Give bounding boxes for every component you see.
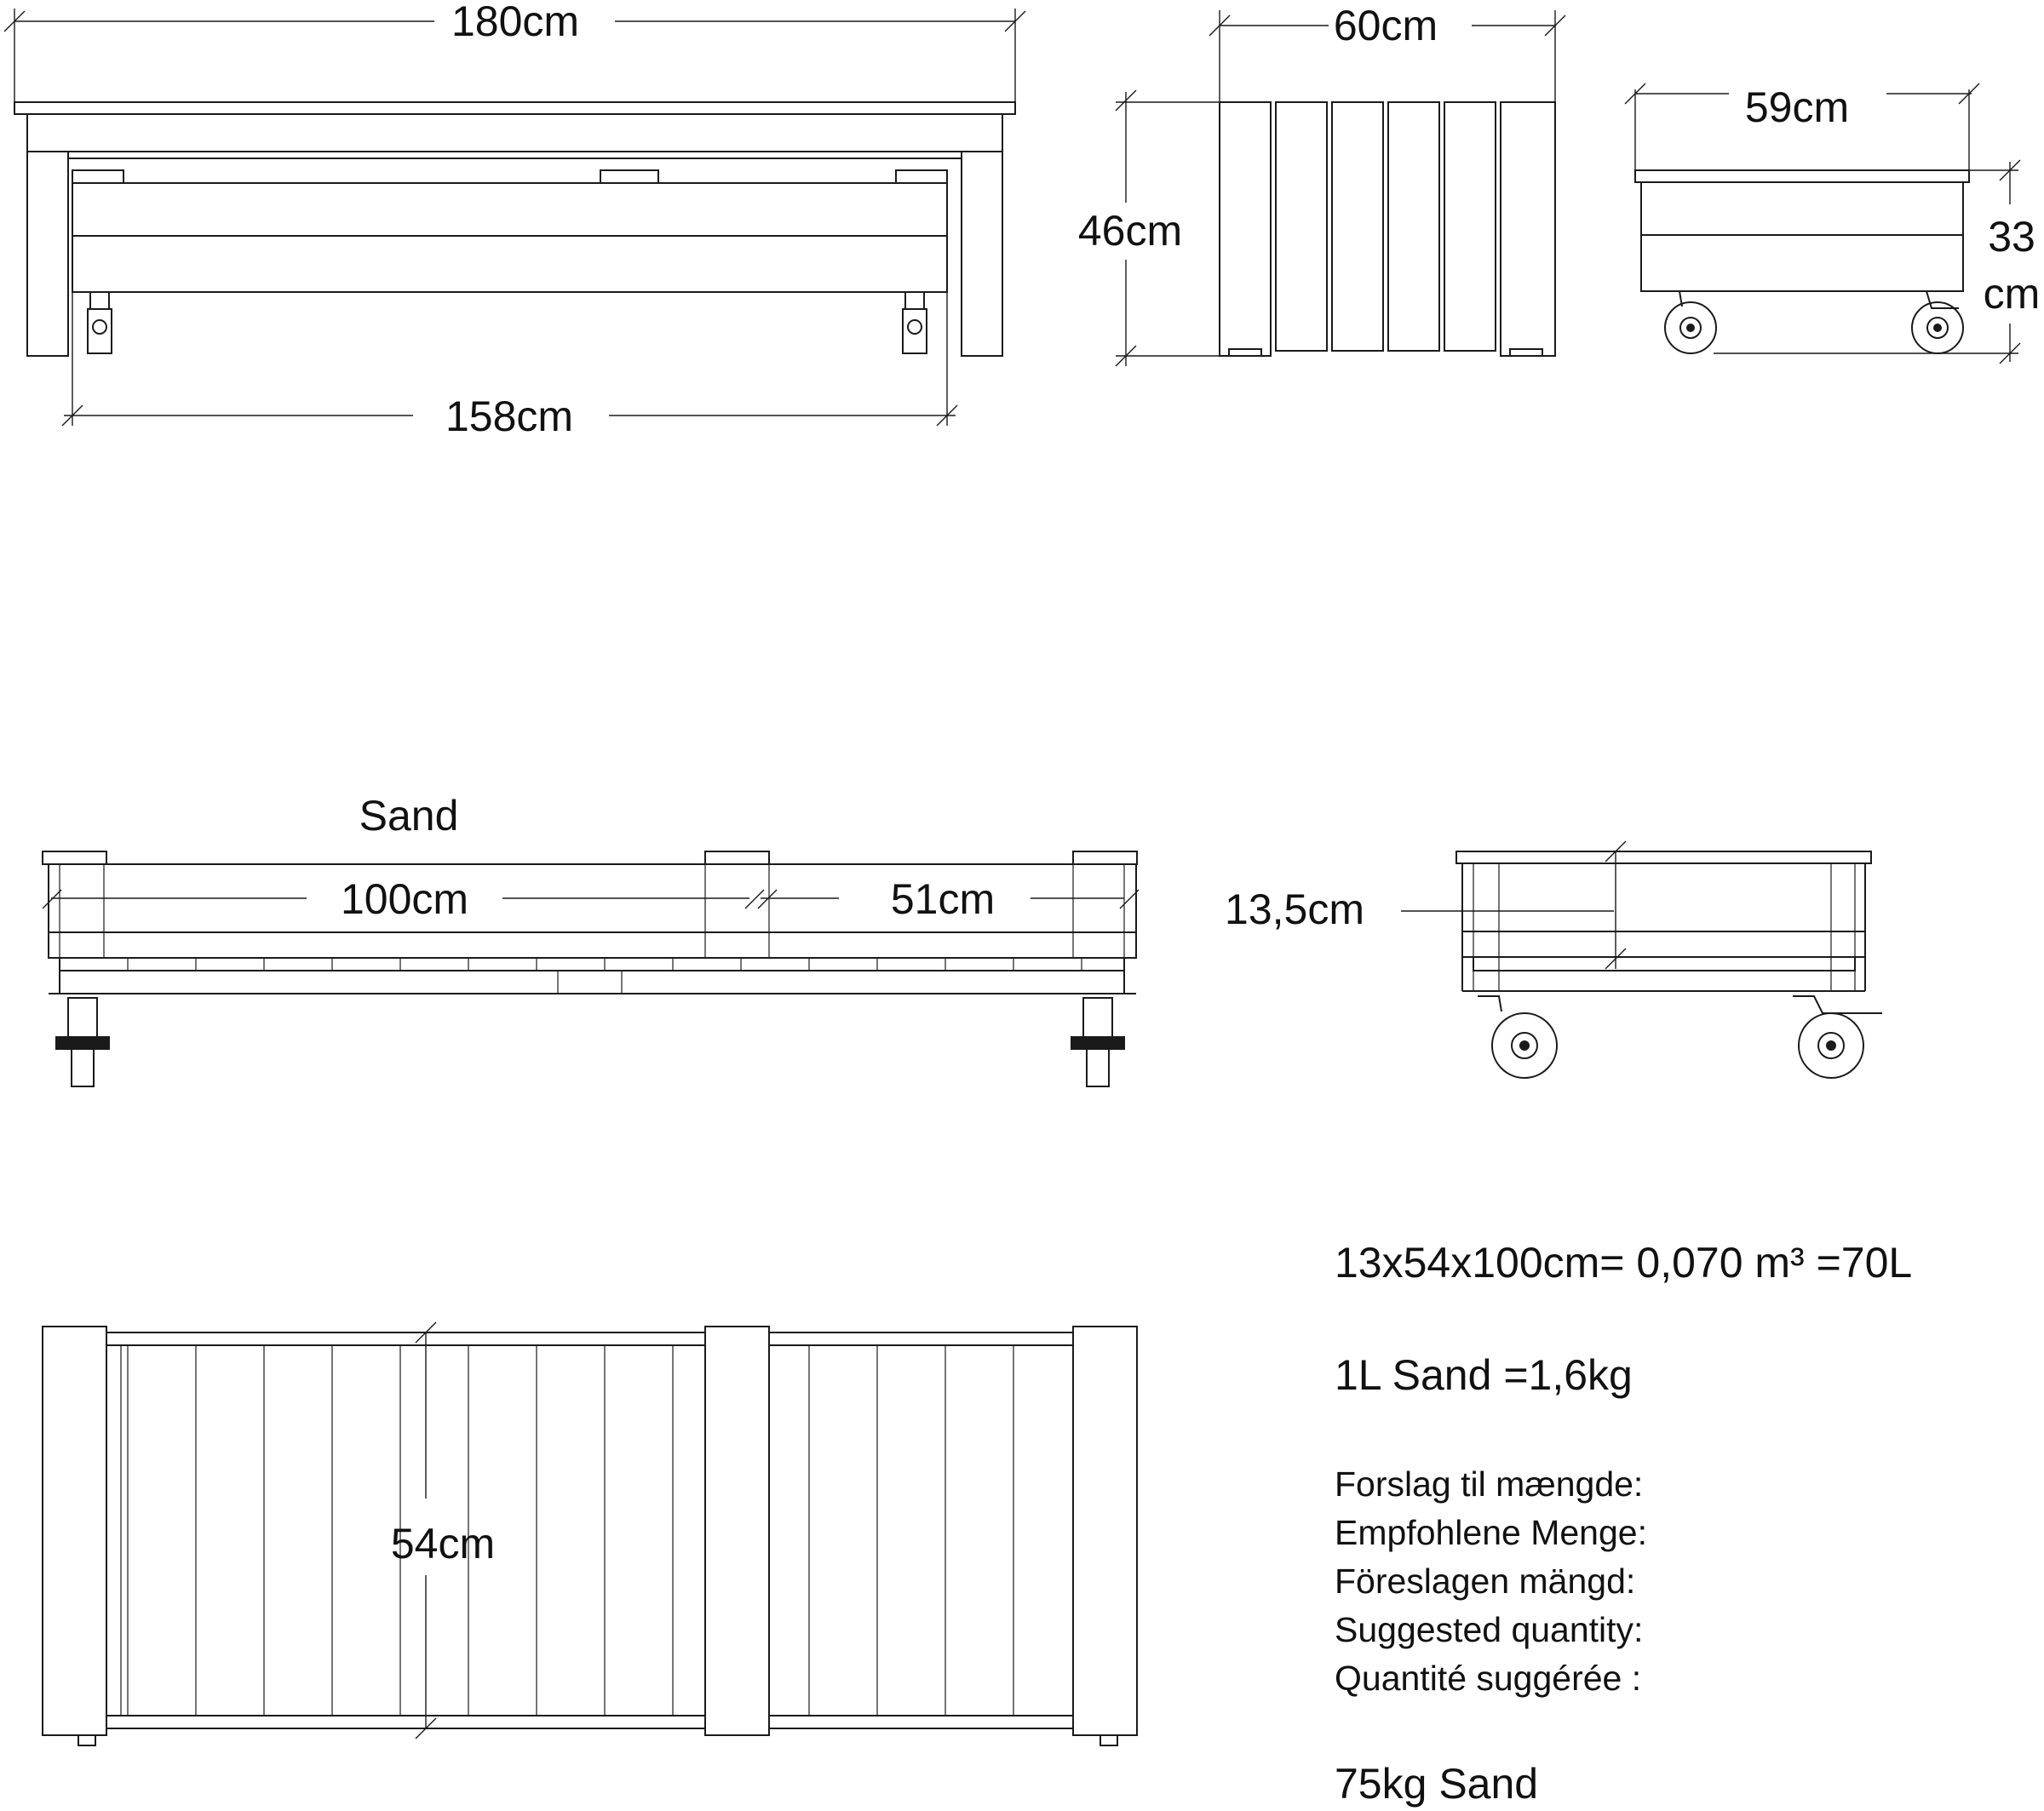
suggest-da-text: Forslag til mængde: <box>1335 1464 1644 1504</box>
seat-top-view <box>1078 2 1565 366</box>
suggest-fr-text: Quantité suggérée : <box>1335 1659 1642 1698</box>
storage-length-label: 51cm <box>890 875 996 923</box>
density-text: 1L Sand =1,6kg <box>1335 1351 1633 1399</box>
sand-info <box>1335 1239 1912 1808</box>
wheel-height-label-1: 33 <box>1988 213 2035 261</box>
sandbox-section-view <box>43 792 1139 1086</box>
wheel-height-label-2: cm <box>1983 270 2041 318</box>
volume-text: 13x54x100cm= 0,070 m³ =70L <box>1335 1239 1913 1287</box>
front-view <box>4 0 1025 440</box>
suggest-en-text: Suggested quantity: <box>1335 1610 1644 1649</box>
sandbox-side-section-view <box>1225 841 1882 1078</box>
drawer-side-view <box>1625 83 2040 364</box>
amount-text: 75kg Sand <box>1335 1760 1539 1808</box>
sand-label: Sand <box>359 792 459 840</box>
sand-length-label: 100cm <box>340 875 469 923</box>
inner-width-label: 158cm <box>445 393 574 440</box>
suggest-de-text: Empfohlene Menge: <box>1335 1513 1647 1552</box>
sandbox-top-view <box>43 1322 1137 1745</box>
sand-depth-label: 13,5cm <box>1225 885 1364 933</box>
side-depth-label: 60cm <box>1333 2 1438 49</box>
suggest-sv-text: Föreslagen mängd: <box>1335 1562 1636 1601</box>
inner-depth-label: 54cm <box>390 1520 496 1567</box>
front-width-label: 180cm <box>451 0 580 45</box>
wheel-depth-label: 59cm <box>1744 83 1850 131</box>
side-height-label: 46cm <box>1077 207 1183 255</box>
